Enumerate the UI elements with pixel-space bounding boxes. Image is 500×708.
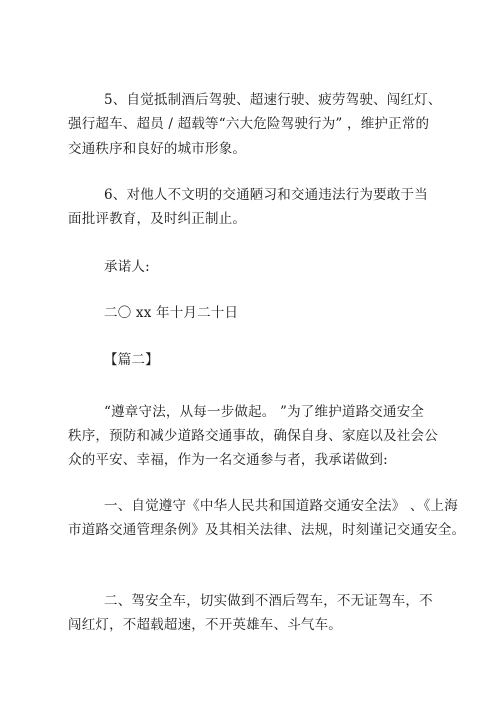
point1-line1: 一、自觉遵守《中华人民共和国道路交通安全法》 、《上海 — [104, 498, 458, 514]
point1-line2: 市道路交通管理条例》及其相关法律、法规，时刻谨记交通安全。 — [68, 522, 466, 538]
intro-line2: 秩序，预防和减少道路交通事故，确保自身、家庭以及社会公 — [68, 428, 438, 444]
item5-line1: 5、自觉抵制酒后驾驶、超速行驶、疲劳驾驶、闯红灯、 — [104, 92, 442, 108]
intro-line3: 众的平安、幸福，作为一名交通参与者，我承诺做到: — [68, 452, 388, 468]
pledge-date: 二〇 xx 年十月二十日 — [104, 305, 239, 321]
item5-line2: 强行超车、超员 / 超载等“六大危险驾驶行为” ，维护正常的 — [68, 116, 430, 132]
item6-line2: 面批评教育，及时纠正制止。 — [68, 211, 247, 227]
pledger-label: 承诺人: — [104, 259, 150, 275]
item6-line1: 6、对他人不文明的交通陋习和交通违法行为要敢于当 — [104, 187, 428, 203]
point2-line2: 闯红灯，不超载超速，不开英雄车、斗气车。 — [68, 617, 342, 633]
point2-line1: 二、驾安全车，切实做到不酒后驾车，不无证驾车，不 — [104, 593, 433, 609]
intro-line1: “遵章守法，从每一步做起。 ”为了维护道路交通安全 — [104, 404, 425, 420]
section2-title: 【篇二】 — [104, 352, 159, 368]
item5-line3: 交通秩序和良好的城市形象。 — [68, 141, 247, 157]
